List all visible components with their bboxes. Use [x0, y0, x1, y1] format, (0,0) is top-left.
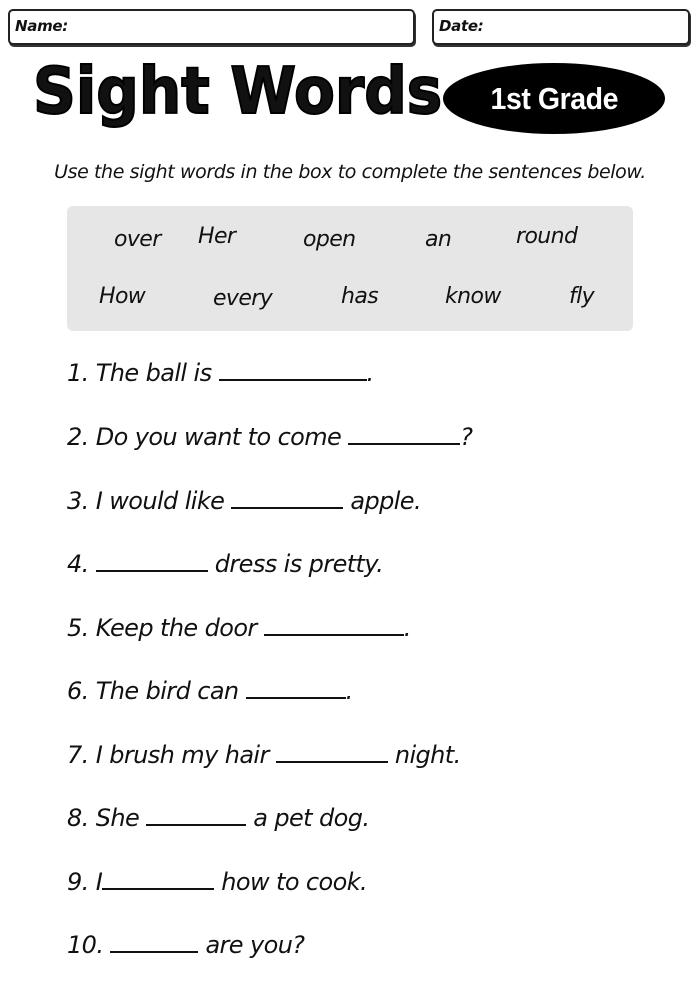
question-text-after: dress is pretty.	[214, 550, 384, 578]
question-number: 8.	[67, 804, 89, 832]
question-1	[67, 358, 374, 388]
question-number: 3.	[67, 487, 89, 515]
date-field[interactable]	[432, 9, 690, 45]
word-bank-item: open	[303, 227, 356, 252]
word-bank-item: an	[425, 227, 452, 252]
question-10	[67, 930, 304, 960]
question-number: 2.	[67, 423, 89, 451]
instructions: Use the sight words in the box to complete the sentences below.	[54, 161, 646, 183]
question-8	[67, 803, 369, 833]
question-number: 10.	[67, 931, 104, 959]
question-text-after: a pet dog.	[253, 804, 370, 832]
question-6	[67, 676, 353, 706]
question-text-after: .	[366, 359, 374, 387]
word-bank-item: over	[114, 227, 161, 252]
question-text-before: Do you want to come	[95, 423, 342, 451]
question-text-before: The bird can	[95, 677, 239, 705]
question-number: 6.	[67, 677, 89, 705]
word-bank-item: round	[516, 224, 578, 249]
answer-blank[interactable]	[102, 868, 214, 890]
page-title: Sight Words	[33, 55, 443, 129]
question-number: 4.	[67, 550, 89, 578]
question-number: 7.	[67, 741, 89, 769]
name-field[interactable]	[8, 9, 415, 45]
question-2	[67, 422, 472, 452]
grade-badge-label: 1st Grade	[490, 80, 618, 116]
question-3	[67, 486, 421, 516]
question-text-after: apple.	[350, 487, 421, 515]
question-text-after: how to cook.	[221, 868, 368, 896]
question-9	[67, 867, 367, 897]
answer-blank[interactable]	[276, 741, 388, 763]
question-text-before: The ball is	[95, 359, 212, 387]
answer-blank[interactable]	[110, 931, 198, 953]
word-bank	[67, 206, 633, 331]
answer-blank[interactable]	[219, 359, 367, 381]
question-text-before: I would like	[95, 487, 225, 515]
answer-blank[interactable]	[246, 677, 346, 699]
question-number: 5.	[67, 614, 89, 642]
question-text-before: I	[95, 868, 103, 896]
question-text-after: night.	[394, 741, 461, 769]
word-bank-item: every	[213, 286, 273, 311]
answer-blank[interactable]	[264, 614, 404, 636]
question-text-after: .	[345, 677, 353, 705]
name-label: Name:	[15, 17, 68, 35]
date-label: Date:	[439, 17, 484, 35]
question-text-before: Keep the door	[95, 614, 257, 642]
question-text-before: She	[95, 804, 140, 832]
question-text-before: I brush my hair	[95, 741, 269, 769]
question-number: 9.	[67, 868, 89, 896]
question-4	[67, 549, 383, 579]
word-bank-item: fly	[569, 284, 595, 309]
word-bank-item: know	[445, 284, 501, 309]
question-7	[67, 740, 461, 770]
answer-blank[interactable]	[231, 487, 343, 509]
answer-blank[interactable]	[348, 423, 460, 445]
question-text-after: .	[403, 614, 411, 642]
answer-blank[interactable]	[146, 804, 246, 826]
question-text-after: are you?	[205, 931, 305, 959]
question-5	[67, 613, 411, 643]
question-number: 1.	[67, 359, 89, 387]
grade-badge	[443, 63, 665, 134]
word-bank-item: has	[341, 284, 379, 309]
question-text-after: ?	[460, 423, 473, 451]
answer-blank[interactable]	[96, 550, 208, 572]
word-bank-item: How	[99, 284, 146, 309]
word-bank-item: Her	[198, 224, 236, 249]
